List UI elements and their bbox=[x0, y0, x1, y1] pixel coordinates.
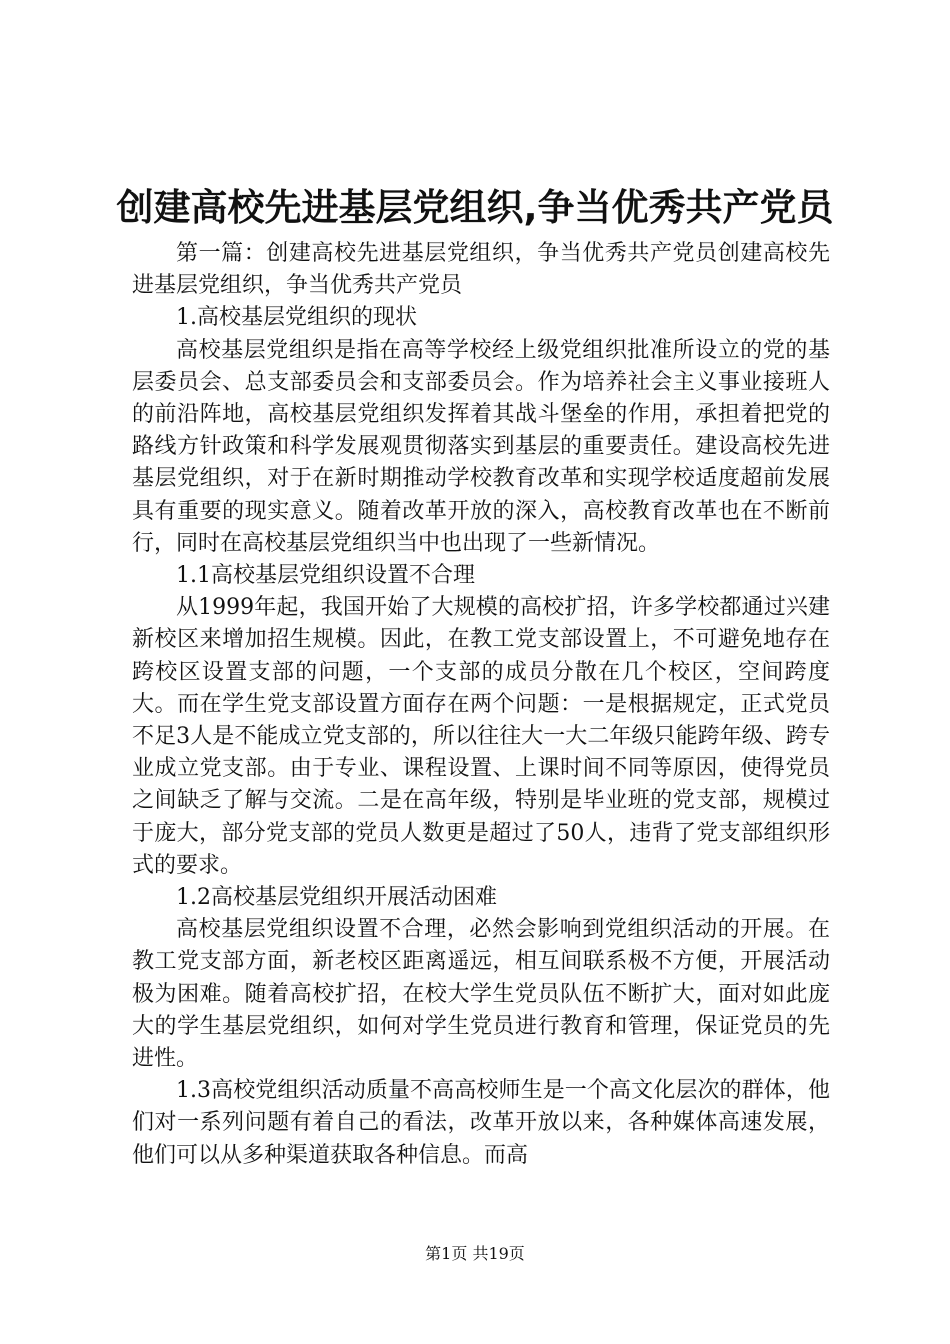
section-1-3-paragraph: 1.3高校党组织活动质量不高高校师生是一个高文化层次的群体，他们对一系列问题有着自己的看法，改革开放以来，各种媒体高速发展，他们可以从多种渠道获取各种信息。而高 bbox=[132, 1078, 830, 1168]
section-1-2-paragraph: 高校基层党组织设置不合理，必然会影响到党组织活动的开展。在教工党支部方面，新老校区距离遥远，相互间联系极不方便，开展活动极为困难。随着高校扩招，在校大学生党员队伍不断扩大，面对如此庞大的学生基层党组织，如何对学生党员进行教育和管理，保证党员的先进性。 bbox=[132, 917, 830, 1072]
section-heading-1: 1.高校基层党组织的现状 bbox=[176, 305, 417, 331]
intro-paragraph: 第一篇：创建高校先进基层党组织，争当优秀共产党员创建高校先进基层党组织，争当优秀共产党员 bbox=[132, 241, 830, 299]
document-body bbox=[132, 238, 830, 1172]
page-indicator: 第1页 共19页 bbox=[425, 1244, 525, 1263]
section-1-1-paragraph: 从1999年起，我国开始了大规模的高校扩招，许多学校都通过兴建新校区来增加招生规模。因此，在教工党支部设置上，不可避免地存在跨校区设置支部的问题，一个支部的成员分散在几个校区，空间跨度大。而在学生党支部设置方面存在两个问题：一是根据规定，正式党员不足3人是不能成立党支部的，所以往往大一大二年级只能跨年级、跨专业成立党支部。由于专业、课程设置、上课时间不同等原因，使得党员之间缺乏了解与交流。二是在高年级，特别是毕业班的党支部，规模过于庞大，部分党支部的党员人数更是超过了50人，违背了党支部组织形式的要求。 bbox=[132, 595, 830, 878]
document-title: 创建高校先进基层党组织,争当优秀共产党员 bbox=[116, 186, 834, 229]
section-heading-1-1: 1.1高校基层党组织设置不合理 bbox=[176, 563, 475, 589]
section-heading-1-2: 1.2高校基层党组织开展活动困难 bbox=[176, 885, 497, 911]
section-1-paragraph: 高校基层党组织是指在高等学校经上级党组织批准所设立的党的基层委员会、总支部委员会和支部委员会。作为培养社会主义事业接班人的前沿阵地，高校基层党组织发挥着其战斗堡垒的作用，承担着把党的路线方针政策和科学发展观贯彻落实到基层的重要责任。建设高校先进基层党组织，对于在新时期推动学校教育改革和实现学校适度超前发展具有重要的现实意义。随着改革开放的深入，高校教育改革也在不断前行，同时在高校基层党组织当中也出现了一些新情况。 bbox=[132, 337, 830, 556]
